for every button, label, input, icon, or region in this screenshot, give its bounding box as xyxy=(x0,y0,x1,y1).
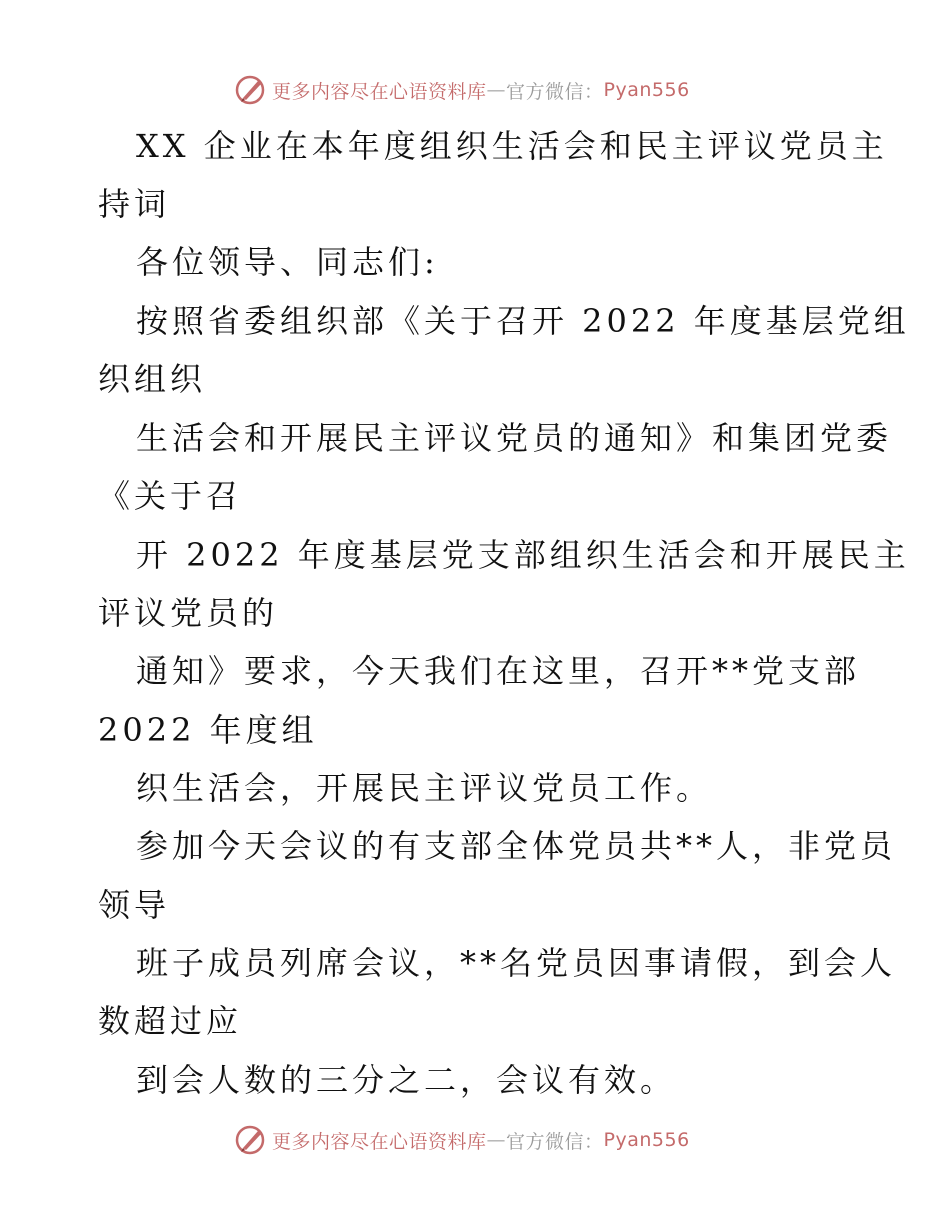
quill-pen-logo-icon xyxy=(234,73,268,107)
doc-paragraph-line: 数超过应 xyxy=(98,1002,243,1040)
watermark-wechat-label: 官方微信： xyxy=(506,1130,604,1153)
watermark-separator: — xyxy=(486,79,507,101)
doc-paragraph-line: 班子成员列席会议，**名党员因事请假，到会人 xyxy=(136,944,897,982)
doc-paragraph-line: 按照省委组织部《关于召开 2022 年度基层党组 xyxy=(136,302,910,340)
footer-watermark xyxy=(234,1122,690,1158)
doc-paragraph-line: 参加今天会议的有支部全体党员共**人，非党员 xyxy=(136,827,897,865)
doc-paragraph-line: 织组织 xyxy=(98,360,207,398)
doc-title-line-2: 持词 xyxy=(98,185,171,223)
watermark-wechat-label: 官方微信： xyxy=(506,80,604,103)
watermark-separator: — xyxy=(486,1129,507,1151)
doc-paragraph-line: 2022 年度组 xyxy=(98,711,318,749)
doc-paragraph-line: 到会人数的三分之二，会议有效。 xyxy=(136,1061,677,1099)
watermark-main-text: 更多内容尽在心语资料库 xyxy=(272,80,487,103)
doc-paragraph-line: 生活会和开展民主评议党员的通知》和集团党委 xyxy=(136,419,893,457)
doc-paragraph-line: 开 2022 年度基层党支部组织生活会和开展民主 xyxy=(136,536,910,574)
doc-title-line-1: XX 企业在本年度组织生活会和民主评议党员主 xyxy=(136,127,888,165)
quill-pen-logo-icon xyxy=(234,1123,268,1157)
watermark-main-text: 更多内容尽在心语资料库 xyxy=(272,1130,487,1153)
doc-paragraph-line: 《关于召 xyxy=(98,477,243,515)
doc-paragraph-line: 评议党员的 xyxy=(98,594,279,632)
doc-paragraph-line: 领导 xyxy=(98,886,171,924)
watermark-wechat-id: Pyan556 xyxy=(603,1129,690,1151)
doc-paragraph-line: 织生活会，开展民主评议党员工作。 xyxy=(136,769,713,807)
watermark-wechat-id: Pyan556 xyxy=(603,79,690,101)
doc-paragraph-line: 通知》要求，今天我们在这里，召开**党支部 xyxy=(136,652,861,690)
doc-greeting: 各位领导、同志们: xyxy=(136,243,439,281)
header-watermark xyxy=(234,72,690,108)
